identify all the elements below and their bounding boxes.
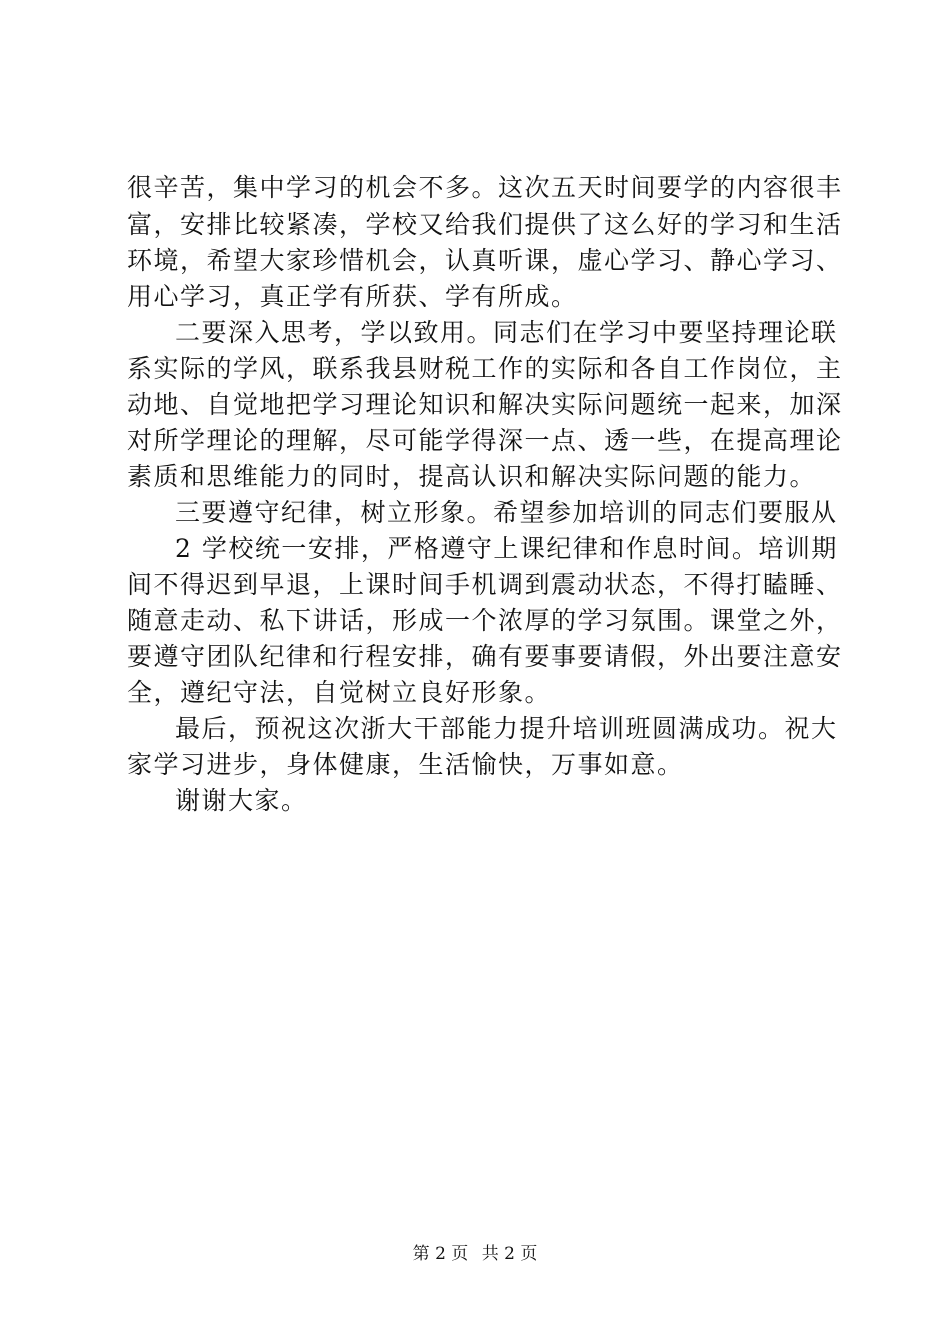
- page-total: 共 2 页: [481, 1244, 538, 1264]
- body-text-line: 用心学习，真正学有所获、学有所成。: [127, 282, 578, 311]
- paragraph-start-line: 最后，预祝这次浙大干部能力提升培训班圆满成功。祝大: [175, 714, 838, 743]
- body-text-line: 系实际的学风，联系我县财税工作的实际和各自工作岗位，主: [127, 354, 843, 383]
- paragraph-start-line: 二要深入思考，学以致用。同志们在学习中要坚持理论联: [175, 318, 838, 347]
- body-text-line: 随意走动、私下讲话，形成一个浓厚的学习氛围。课堂之外，: [127, 606, 843, 635]
- body-text-line: 2 学校统一安排，严格遵守上课纪律和作息时间。培训期: [175, 534, 838, 563]
- body-text-line: 很辛苦，集中学习的机会不多。这次五天时间要学的内容很丰: [127, 173, 843, 202]
- closing-line: 谢谢大家。: [175, 786, 308, 815]
- body-text-line: 要遵守团队纪律和行程安排，确有要事要请假，外出要注意安: [127, 642, 843, 671]
- paragraph-start-line: 三要遵守纪律，树立形象。希望参加培训的同志们要服从: [175, 498, 838, 527]
- page-footer: [0, 1243, 950, 1265]
- body-text-line: 环境，希望大家珍惜机会，认真听课，虚心学习、静心学习、: [127, 246, 843, 275]
- body-text-line: 动地、自觉地把学习理论知识和解决实际问题统一起来，加深: [127, 390, 843, 419]
- body-text-line: 富，安排比较紧凑，学校又给我们提供了这么好的学习和生活: [127, 210, 843, 239]
- body-text-line: 素质和思维能力的同时，提高认识和解决实际问题的能力。: [127, 462, 817, 491]
- body-text-line: 对所学理论的理解，尽可能学得深一点、透一些，在提高理论: [127, 426, 843, 455]
- body-text-line: 全，遵纪守法，自觉树立良好形象。: [127, 678, 552, 707]
- body-text-line: 间不得迟到早退，上课时间手机调到震动状态，不得打瞌睡、: [127, 570, 843, 599]
- body-text-line: 家学习进步，身体健康，生活愉快，万事如意。: [127, 750, 684, 779]
- page-number: 第 2 页: [412, 1244, 469, 1264]
